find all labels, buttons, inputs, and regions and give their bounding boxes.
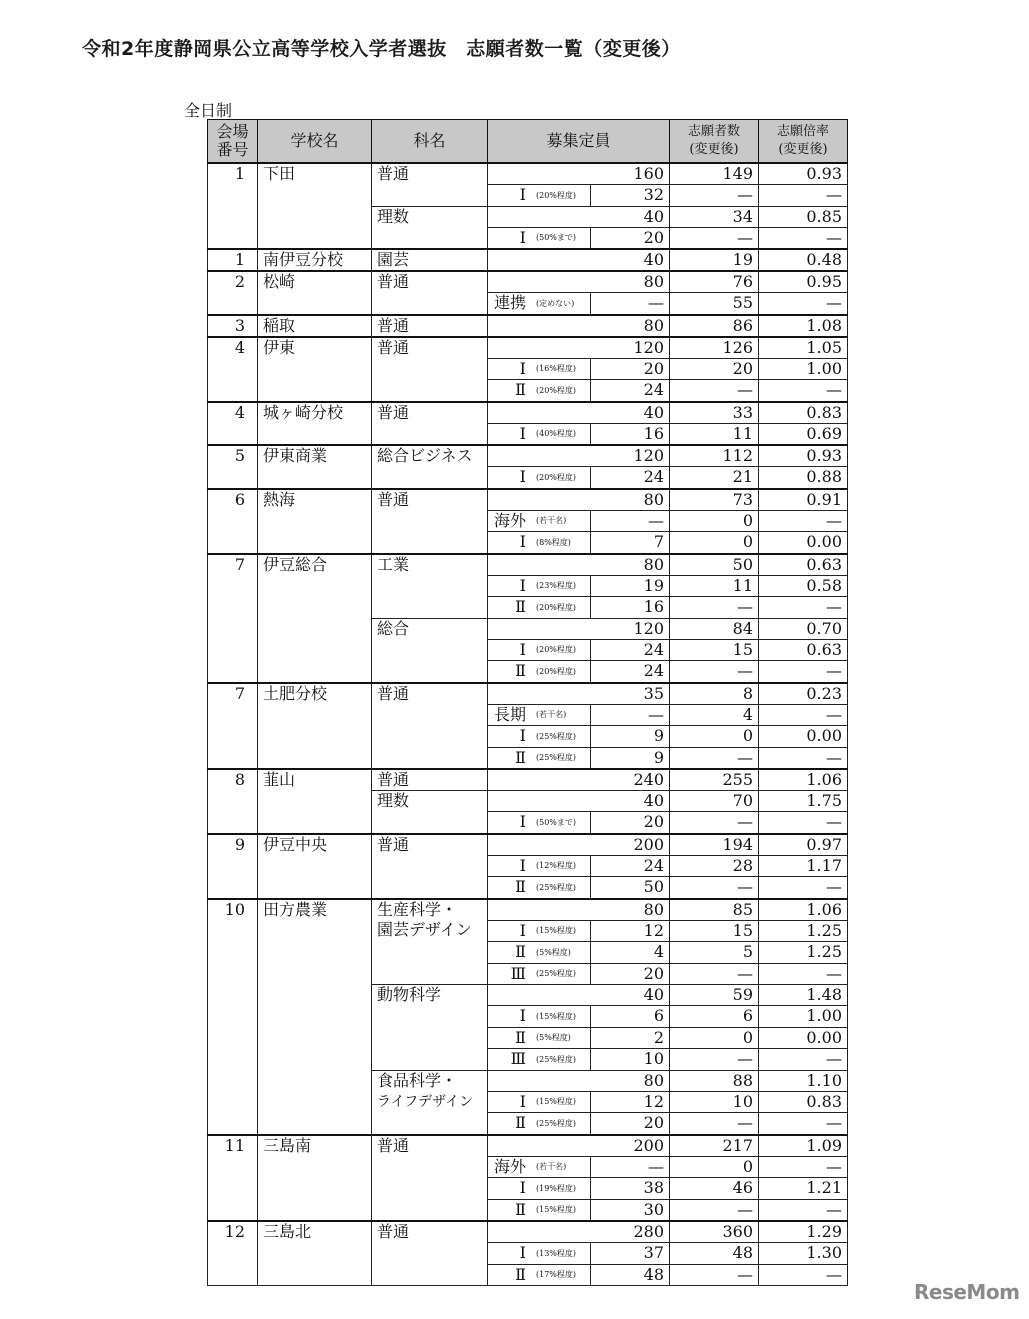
- ratio-value: —: [759, 747, 848, 769]
- quota-value: 40: [488, 402, 670, 424]
- quota-category: Ⅰ (25%程度): [488, 726, 591, 748]
- applicants-value: —: [670, 1264, 759, 1286]
- venue-no: 9: [208, 834, 258, 899]
- quota-value: —: [591, 1156, 670, 1178]
- school-name: 熱海: [258, 489, 372, 554]
- quota-category: Ⅱ (20%程度): [488, 380, 591, 402]
- venue-no: 8: [208, 769, 258, 834]
- header-dept: 科名: [372, 120, 488, 164]
- ratio-value: 0.63: [759, 639, 848, 661]
- applicants-value: —: [670, 185, 759, 207]
- quota-value: 200: [488, 834, 670, 856]
- ratio-value: 0.83: [759, 402, 848, 424]
- ratio-value: 1.75: [759, 791, 848, 812]
- ratio-value: —: [759, 510, 848, 532]
- quota-value: 80: [488, 899, 670, 921]
- school-name: 土肥分校: [258, 683, 372, 770]
- ratio-value: 1.30: [759, 1243, 848, 1265]
- ratio-value: 0.93: [759, 163, 848, 185]
- applicants-value: —: [670, 227, 759, 249]
- applicants-value: 15: [670, 639, 759, 661]
- ratio-value: 0.00: [759, 1027, 848, 1049]
- ratio-value: —: [759, 597, 848, 619]
- table-row: [208, 489, 848, 511]
- venue-no: 11: [208, 1135, 258, 1222]
- department-name: 普通: [372, 769, 488, 791]
- ratio-value: 1.29: [759, 1221, 848, 1243]
- quota-value: 24: [591, 380, 670, 402]
- applicants-value: 149: [670, 163, 759, 185]
- quota-value: 9: [591, 747, 670, 769]
- quota-value: —: [591, 293, 670, 315]
- school-name: 三島南: [258, 1135, 372, 1222]
- ratio-value: 1.25: [759, 942, 848, 964]
- school-name: 伊東商業: [258, 445, 372, 489]
- quota-category: Ⅰ (20%程度): [488, 185, 591, 207]
- quota-value: 40: [488, 249, 670, 271]
- quota-value: 160: [488, 163, 670, 185]
- quota-value: 16: [591, 597, 670, 619]
- quota-value: 30: [591, 1199, 670, 1221]
- quota-category: 長期 (若干名): [488, 704, 591, 726]
- quota-category: Ⅱ (25%程度): [488, 877, 591, 899]
- table-row: [208, 683, 848, 705]
- ratio-value: 0.83: [759, 1091, 848, 1113]
- ratio-value: 0.48: [759, 249, 848, 271]
- school-name: 伊東: [258, 337, 372, 402]
- applicants-value: 48: [670, 1243, 759, 1265]
- ratio-value: —: [759, 293, 848, 315]
- quota-category: Ⅲ (25%程度): [488, 963, 591, 985]
- quota-value: 37: [591, 1243, 670, 1265]
- venue-no: 10: [208, 899, 258, 1135]
- quota-value: 80: [488, 1070, 670, 1091]
- table-row: [208, 163, 848, 185]
- ratio-value: 0.93: [759, 445, 848, 467]
- applicants-value: 34: [670, 206, 759, 227]
- ratio-value: —: [759, 661, 848, 683]
- section-label: 全日制: [184, 101, 233, 120]
- quota-value: 24: [591, 467, 670, 489]
- applicants-value: 20: [670, 358, 759, 380]
- header-applicants: 志願者数 (変更後): [670, 120, 759, 164]
- applicants-value: —: [670, 1049, 759, 1071]
- ratio-value: —: [759, 812, 848, 834]
- ratio-value: 1.00: [759, 1006, 848, 1028]
- applicants-value: 59: [670, 985, 759, 1006]
- quota-value: 80: [488, 489, 670, 511]
- department-name: 普通: [372, 834, 488, 899]
- quota-value: 40: [488, 791, 670, 812]
- applicants-value: 126: [670, 337, 759, 359]
- ratio-value: 1.06: [759, 769, 848, 791]
- quota-value: 50: [591, 877, 670, 899]
- table-header: [208, 120, 848, 164]
- applicants-value: 194: [670, 834, 759, 856]
- quota-value: 40: [488, 985, 670, 1006]
- quota-value: 80: [488, 315, 670, 337]
- quota-category: Ⅰ (23%程度): [488, 575, 591, 597]
- venue-no: 1: [208, 249, 258, 271]
- department-name: 工業: [372, 554, 488, 619]
- applicants-value: 11: [670, 575, 759, 597]
- quota-value: 10: [591, 1049, 670, 1071]
- quota-value: 16: [591, 423, 670, 445]
- venue-no: 4: [208, 402, 258, 446]
- applicants-value: 28: [670, 855, 759, 877]
- venue-no: 3: [208, 315, 258, 337]
- department-name: 普通: [372, 402, 488, 446]
- quota-value: 4: [591, 942, 670, 964]
- ratio-value: 0.63: [759, 554, 848, 576]
- ratio-value: 0.58: [759, 575, 848, 597]
- applicants-value: 10: [670, 1091, 759, 1113]
- quota-value: 9: [591, 726, 670, 748]
- applicants-value: 5: [670, 942, 759, 964]
- quota-category: Ⅱ (20%程度): [488, 597, 591, 619]
- ratio-value: 1.21: [759, 1178, 848, 1200]
- applicants-value: —: [670, 1199, 759, 1221]
- table-row: [208, 554, 848, 576]
- school-name: 韮山: [258, 769, 372, 834]
- ratio-value: —: [759, 227, 848, 249]
- applicants-value: 11: [670, 423, 759, 445]
- applicants-value: 86: [670, 315, 759, 337]
- applicants-value: 360: [670, 1221, 759, 1243]
- applicants-value: 255: [670, 769, 759, 791]
- applicants-value: —: [670, 1113, 759, 1135]
- quota-value: 24: [591, 639, 670, 661]
- applicants-value: 84: [670, 618, 759, 639]
- department-name: 総合: [372, 618, 488, 683]
- ratio-value: —: [759, 704, 848, 726]
- department-name: 総合ビジネス: [372, 445, 488, 489]
- school-name: 三島北: [258, 1221, 372, 1286]
- table-row: [208, 899, 848, 921]
- ratio-value: —: [759, 1156, 848, 1178]
- ratio-value: 1.17: [759, 855, 848, 877]
- quota-value: 20: [591, 358, 670, 380]
- school-name: 田方農業: [258, 899, 372, 1135]
- applicants-value: —: [670, 661, 759, 683]
- quota-value: 20: [591, 963, 670, 985]
- quota-value: 120: [488, 445, 670, 467]
- applicants-value: —: [670, 747, 759, 769]
- applicants-value: 19: [670, 249, 759, 271]
- applicants-value: —: [670, 380, 759, 402]
- venue-no: 12: [208, 1221, 258, 1286]
- ratio-value: 1.09: [759, 1135, 848, 1157]
- quota-category: Ⅱ (25%程度): [488, 1113, 591, 1135]
- table-row: [208, 337, 848, 359]
- quota-category: Ⅰ (15%程度): [488, 1006, 591, 1028]
- table-row: [208, 769, 848, 791]
- quota-value: 2: [591, 1027, 670, 1049]
- quota-value: 48: [591, 1264, 670, 1286]
- venue-no: 6: [208, 489, 258, 554]
- quota-category: Ⅱ (20%程度): [488, 661, 591, 683]
- venue-no: 4: [208, 337, 258, 402]
- quota-category: Ⅰ (19%程度): [488, 1178, 591, 1200]
- quota-value: 32: [591, 185, 670, 207]
- quota-value: 20: [591, 1113, 670, 1135]
- table-row: [208, 271, 848, 293]
- quota-value: 12: [591, 920, 670, 942]
- ratio-value: 1.00: [759, 358, 848, 380]
- department-name: 普通: [372, 315, 488, 337]
- school-name: 松崎: [258, 271, 372, 315]
- applicants-value: 0: [670, 510, 759, 532]
- ratio-value: 0.23: [759, 683, 848, 705]
- quota-value: 6: [591, 1006, 670, 1028]
- table-row: [208, 445, 848, 467]
- quota-category: Ⅰ (12%程度): [488, 855, 591, 877]
- ratio-value: —: [759, 1049, 848, 1071]
- table-row: [208, 315, 848, 337]
- quota-category: Ⅲ (25%程度): [488, 1049, 591, 1071]
- department-name: 普通: [372, 683, 488, 770]
- ratio-value: —: [759, 380, 848, 402]
- applicants-value: 21: [670, 467, 759, 489]
- quota-category: Ⅰ (13%程度): [488, 1243, 591, 1265]
- applicants-value: —: [670, 812, 759, 834]
- quota-category: Ⅱ (5%程度): [488, 1027, 591, 1049]
- header-school: 学校名: [258, 120, 372, 164]
- applicants-value: 0: [670, 532, 759, 554]
- ratio-value: —: [759, 185, 848, 207]
- page-title: 令和2年度静岡県公立高等学校入学者選抜 志願者数一覧（変更後）: [82, 38, 681, 60]
- applicants-value: 73: [670, 489, 759, 511]
- resemom-logo: ReseMom: [914, 1280, 1020, 1304]
- school-name: 伊豆総合: [258, 554, 372, 683]
- department-name: 食品科学・ ライフデザイン: [372, 1070, 488, 1135]
- applicants-value: 33: [670, 402, 759, 424]
- ratio-value: 1.05: [759, 337, 848, 359]
- quota-category: Ⅱ (15%程度): [488, 1199, 591, 1221]
- ratio-value: 0.85: [759, 206, 848, 227]
- header-ratio: 志願倍率 (変更後): [759, 120, 848, 164]
- ratio-value: 0.95: [759, 271, 848, 293]
- department-name: 生産科学・ 園芸デザイン: [372, 899, 488, 985]
- applicants-value: —: [670, 963, 759, 985]
- department-name: 動物科学: [372, 985, 488, 1071]
- department-name: 普通: [372, 337, 488, 402]
- applicants-value: 112: [670, 445, 759, 467]
- ratio-value: —: [759, 877, 848, 899]
- school-name: 南伊豆分校: [258, 249, 372, 271]
- quota-value: 120: [488, 337, 670, 359]
- quota-category: Ⅱ (5%程度): [488, 942, 591, 964]
- ratio-value: —: [759, 1264, 848, 1286]
- department-name: 園芸: [372, 249, 488, 271]
- department-name: 普通: [372, 163, 488, 206]
- quota-category: Ⅰ (40%程度): [488, 423, 591, 445]
- applicants-value: 46: [670, 1178, 759, 1200]
- quota-value: 20: [591, 812, 670, 834]
- department-name: 理数: [372, 206, 488, 249]
- ratio-value: 0.00: [759, 532, 848, 554]
- quota-category: Ⅱ (25%程度): [488, 747, 591, 769]
- applicants-value: 15: [670, 920, 759, 942]
- ratio-value: 0.70: [759, 618, 848, 639]
- venue-no: 1: [208, 163, 258, 249]
- quota-value: 12: [591, 1091, 670, 1113]
- quota-value: 120: [488, 618, 670, 639]
- quota-category: Ⅰ (15%程度): [488, 1091, 591, 1113]
- quota-category: 海外 (若干名): [488, 510, 591, 532]
- ratio-value: 0.91: [759, 489, 848, 511]
- department-name: 普通: [372, 271, 488, 315]
- quota-value: 7: [591, 532, 670, 554]
- quota-category: Ⅰ (50%まで): [488, 812, 591, 834]
- table-row: [208, 402, 848, 424]
- quota-category: Ⅰ (20%程度): [488, 467, 591, 489]
- applicants-value: 0: [670, 726, 759, 748]
- quota-value: —: [591, 510, 670, 532]
- venue-no: 7: [208, 554, 258, 683]
- quota-category: Ⅰ (8%程度): [488, 532, 591, 554]
- department-name: 普通: [372, 489, 488, 554]
- quota-value: 24: [591, 661, 670, 683]
- header-venue-no: 会場 番号: [208, 120, 258, 164]
- department-name: 普通: [372, 1135, 488, 1222]
- quota-value: 280: [488, 1221, 670, 1243]
- table-row: [208, 249, 848, 271]
- quota-value: 20: [591, 227, 670, 249]
- applicants-value: 76: [670, 271, 759, 293]
- school-name: 伊豆中央: [258, 834, 372, 899]
- quota-value: 38: [591, 1178, 670, 1200]
- ratio-value: —: [759, 963, 848, 985]
- quota-value: 80: [488, 554, 670, 576]
- applicants-value: 8: [670, 683, 759, 705]
- quota-category: Ⅰ (20%程度): [488, 639, 591, 661]
- applicants-table: [207, 119, 848, 1286]
- applicants-value: 6: [670, 1006, 759, 1028]
- quota-value: 24: [591, 855, 670, 877]
- quota-category: 連携 (定めない): [488, 293, 591, 315]
- ratio-value: 0.88: [759, 467, 848, 489]
- applicants-value: —: [670, 597, 759, 619]
- ratio-value: 1.06: [759, 899, 848, 921]
- quota-category: Ⅱ (17%程度): [488, 1264, 591, 1286]
- quota-value: 40: [488, 206, 670, 227]
- ratio-value: 0.00: [759, 726, 848, 748]
- venue-no: 2: [208, 271, 258, 315]
- venue-no: 7: [208, 683, 258, 770]
- applicants-value: 4: [670, 704, 759, 726]
- quota-category: Ⅰ (15%程度): [488, 920, 591, 942]
- venue-no: 5: [208, 445, 258, 489]
- quota-value: 19: [591, 575, 670, 597]
- quota-category: Ⅰ (50%まで): [488, 227, 591, 249]
- school-name: 下田: [258, 163, 372, 249]
- applicants-value: 217: [670, 1135, 759, 1157]
- school-name: 城ヶ崎分校: [258, 402, 372, 446]
- applicants-value: 88: [670, 1070, 759, 1091]
- department-name: 理数: [372, 791, 488, 834]
- header-quota: 募集定員: [488, 120, 670, 164]
- ratio-value: —: [759, 1199, 848, 1221]
- ratio-value: 1.10: [759, 1070, 848, 1091]
- quota-value: —: [591, 704, 670, 726]
- ratio-value: 1.08: [759, 315, 848, 337]
- applicants-value: 55: [670, 293, 759, 315]
- ratio-value: 1.48: [759, 985, 848, 1006]
- ratio-value: 0.69: [759, 423, 848, 445]
- quota-value: 240: [488, 769, 670, 791]
- table-row: [208, 834, 848, 856]
- quota-category: Ⅰ (16%程度): [488, 358, 591, 380]
- applicants-value: 50: [670, 554, 759, 576]
- applicants-value: 0: [670, 1156, 759, 1178]
- department-name: 普通: [372, 1221, 488, 1286]
- applicants-value: 85: [670, 899, 759, 921]
- quota-value: 35: [488, 683, 670, 705]
- ratio-value: 0.97: [759, 834, 848, 856]
- applicants-value: —: [670, 877, 759, 899]
- quota-category: 海外 (若干名): [488, 1156, 591, 1178]
- quota-value: 200: [488, 1135, 670, 1157]
- table-row: [208, 1135, 848, 1157]
- applicants-value: 0: [670, 1027, 759, 1049]
- quota-value: 80: [488, 271, 670, 293]
- ratio-value: —: [759, 1113, 848, 1135]
- school-name: 稲取: [258, 315, 372, 337]
- applicants-value: 70: [670, 791, 759, 812]
- ratio-value: 1.25: [759, 920, 848, 942]
- table-row: [208, 1221, 848, 1243]
